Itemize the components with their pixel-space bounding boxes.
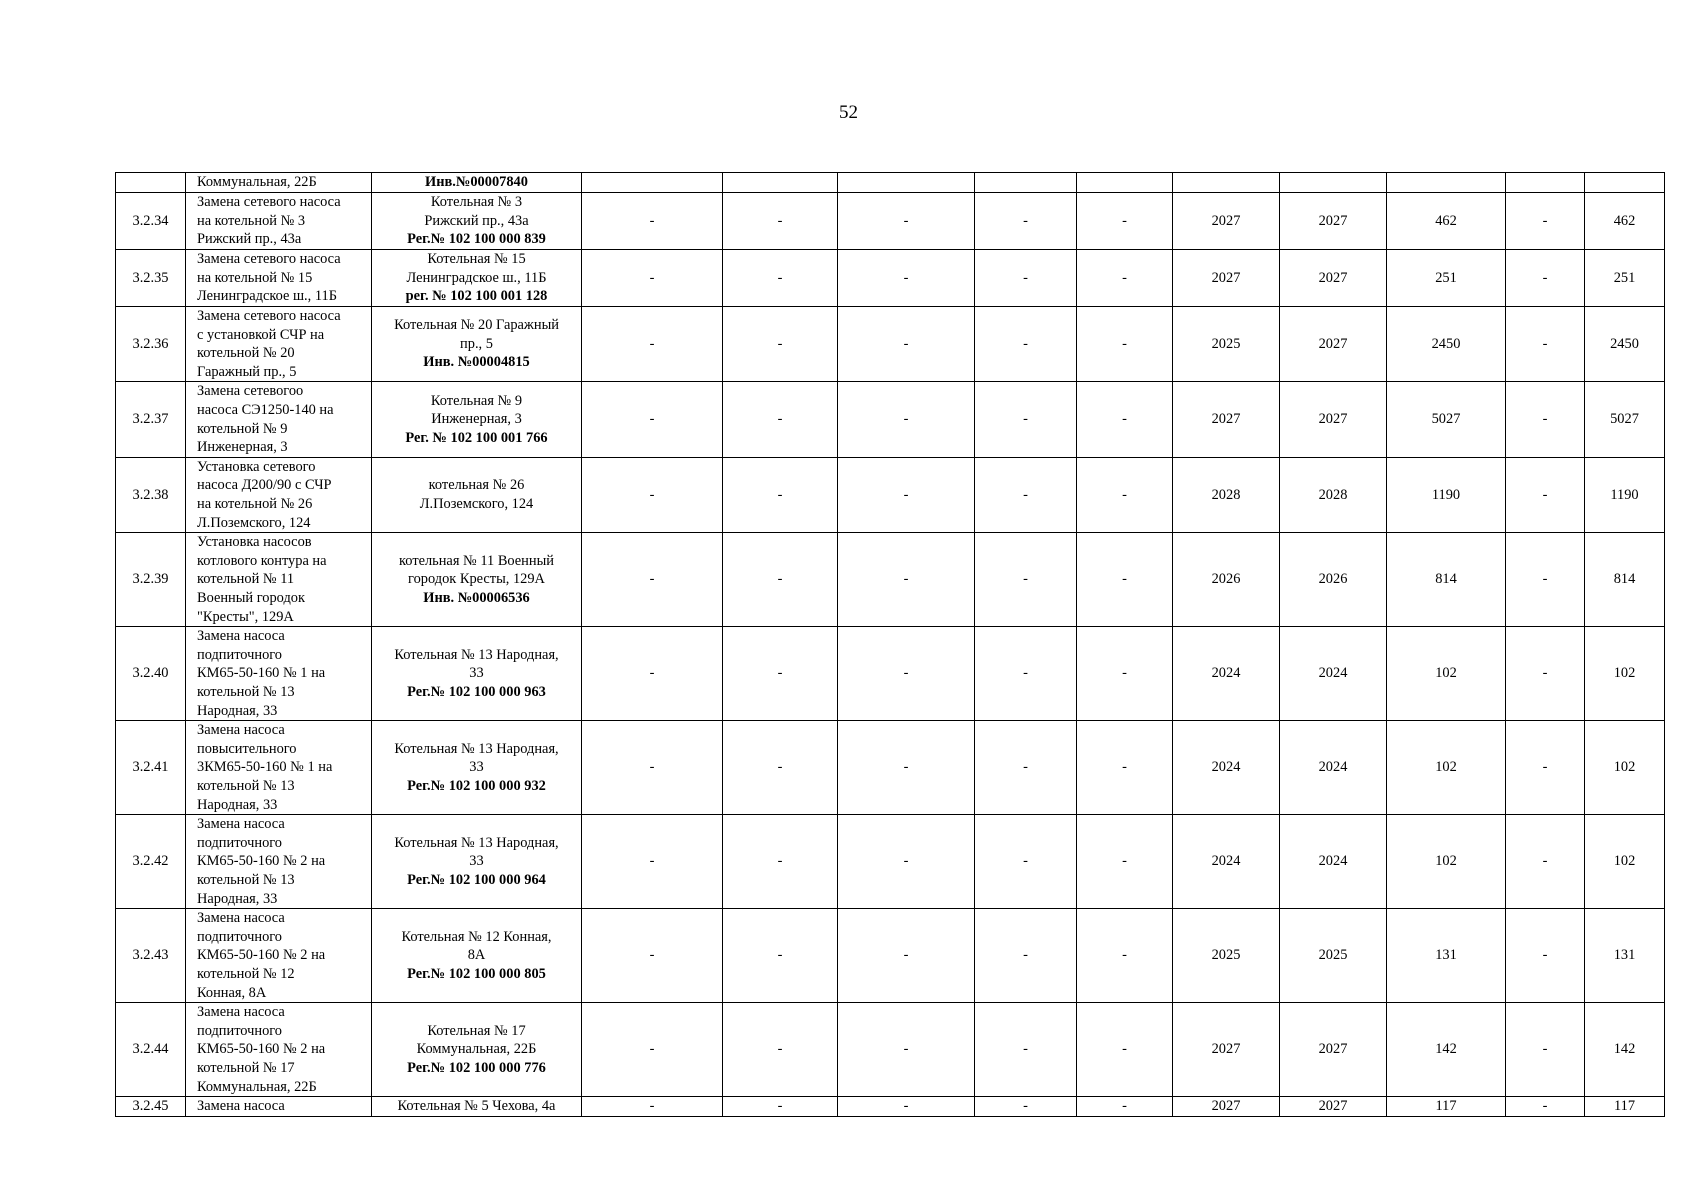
description-line: подпиточного [197,1022,283,1039]
cell-dash: - [723,382,838,457]
cell-dash: - [975,721,1077,815]
cell-location-reg: Инв. №00006536 [423,589,530,606]
cell-total: 142 [1387,1003,1506,1097]
cell-description [186,457,372,532]
location-line: 8А [467,947,486,964]
description-line: Л.Поземского, 124 [197,514,311,531]
cell-final: 814 [1585,533,1665,627]
cell-dash: - [1506,250,1585,307]
description-line: Народная, 33 [197,796,278,813]
description-line: КМ65-50-160 № 2 на [197,853,326,870]
cell-description [186,721,372,815]
cell-dash: - [838,457,975,532]
cell-num: 3.2.38 [116,457,186,532]
cell-start-year: 2025 [1173,909,1280,1003]
cell-empty [975,173,1077,193]
cell-end-year: 2027 [1280,250,1387,307]
table-row [116,533,1665,627]
description-line: котельной № 11 [197,571,295,588]
description-line: Ленинградское ш., 11Б [197,288,337,305]
table-row [116,193,1665,250]
investment-table [115,172,1665,1117]
cell-start-year: 2027 [1173,193,1280,250]
cell-dash: - [1506,457,1585,532]
cell-dash: - [723,250,838,307]
cell-empty [1173,173,1280,193]
cell-num: 3.2.39 [116,533,186,627]
cell-description [186,307,372,382]
cell-dash: - [723,457,838,532]
cell-dash: - [1077,815,1173,909]
table-row [116,250,1665,307]
table-row [116,721,1665,815]
cell-dash: - [838,1097,975,1117]
cell-final: 102 [1585,721,1665,815]
description-line: с установкой СЧР на [197,326,325,343]
description-line: на котельной № 3 [197,212,306,229]
cell-start-year: 2027 [1173,1097,1280,1117]
cell-dash: - [838,627,975,721]
description-line: Инженерная, 3 [197,439,288,456]
cell-description [186,533,372,627]
cell-total: 251 [1387,250,1506,307]
description-line: КМ65-50-160 № 2 на [197,1041,326,1058]
cell-start-year: 2024 [1173,721,1280,815]
location-line: Котельная № 9 [430,392,523,409]
cell-total: 102 [1387,721,1506,815]
location-line: котельная № 26 [428,477,525,494]
location-line: 33 [469,665,484,682]
cell-dash: - [838,307,975,382]
cell-dash: - [1077,721,1173,815]
cell-dash: - [1506,382,1585,457]
cell-end-year: 2025 [1280,909,1387,1003]
cell-location-reg: Рег.№ 102 100 000 932 [407,777,546,794]
cell-dash: - [582,1097,723,1117]
cell-dash: - [723,307,838,382]
description-line: подпиточного [197,834,283,851]
cell-description [186,193,372,250]
description-line: насоса СЭ1250-140 на [197,401,334,418]
cell-description [186,250,372,307]
cell-final: 1190 [1585,457,1665,532]
cell-num: 3.2.36 [116,307,186,382]
cell-dash: - [723,909,838,1003]
location-line: пр., 5 [460,335,493,352]
cell-dash: - [1077,909,1173,1003]
description-line: котельной № 17 [197,1059,295,1076]
location-line: Л.Поземского, 124 [419,495,534,512]
description-line: Народная, 33 [197,890,278,907]
cell-description [186,382,372,457]
location-line: Котельная № 13 Народная, [394,646,559,663]
description-line: Рижский пр., 43а [197,231,302,248]
description-line: Установка сетевого [197,458,316,475]
cell-total: 5027 [1387,382,1506,457]
cell-dash: - [1077,250,1173,307]
cell-dash: - [1077,307,1173,382]
description-line: Замена сетевогоо [197,383,304,400]
cell-dash: - [1077,627,1173,721]
cell-num: 3.2.35 [116,250,186,307]
cell-dash: - [723,1003,838,1097]
description-line: Замена сетевого насоса [197,194,341,211]
cell-dash: - [723,627,838,721]
cell-location [372,815,582,909]
cell-empty [1585,173,1665,193]
cell-dash: - [838,1003,975,1097]
cell-dash: - [723,193,838,250]
cell-dash: - [975,382,1077,457]
cell-location [372,382,582,457]
cell-final: 102 [1585,627,1665,721]
cell-dash: - [1506,1003,1585,1097]
table-row [116,909,1665,1003]
cell-description [186,815,372,909]
description-line: Замена насоса [197,1004,285,1021]
cell-dash: - [1506,815,1585,909]
description-line: Замена сетевого насоса [197,308,341,324]
cell-start-year: 2027 [1173,382,1280,457]
location-line: котельная № 11 Военный [399,552,554,569]
cell-end-year: 2026 [1280,533,1387,627]
description-line: на котельной № 26 [197,495,313,512]
cell-description [186,627,372,721]
cell-location [372,1003,582,1097]
cell-location [372,721,582,815]
table-row [116,815,1665,909]
cell-start-year: 2024 [1173,815,1280,909]
cell-end-year: 2024 [1280,815,1387,909]
cell-dash: - [838,533,975,627]
cell-dash: - [723,1097,838,1117]
cell-dash: - [723,533,838,627]
table-row [116,457,1665,532]
cell-dash: - [975,1003,1077,1097]
cell-final: 117 [1585,1097,1665,1117]
description-line: Конная, 8А [197,984,267,1001]
table-row [116,1003,1665,1097]
cell-end-year: 2027 [1280,382,1387,457]
cell-dash: - [1077,457,1173,532]
description-line: КМ65-50-160 № 2 на [197,947,326,964]
table-row-continuation [116,173,1665,193]
cell-total: 462 [1387,193,1506,250]
cell-location [372,250,582,307]
cell-empty [1506,173,1585,193]
cell-start-year: 2024 [1173,627,1280,721]
location-line: Котельная № 3 [430,194,523,211]
description-line: котельной № 12 [197,965,295,982]
cell-dash: - [838,815,975,909]
location-line: Котельная № 5 Чехова, 4а [397,1098,556,1115]
cell-empty [1387,173,1506,193]
cell-location [372,627,582,721]
cell-total: 1190 [1387,457,1506,532]
description-line: Замена насоса [197,722,285,739]
description-line: Замена насоса [197,1098,285,1115]
description-line: Замена сетевого насоса [197,251,341,268]
cell-description [186,909,372,1003]
cell-empty [1280,173,1387,193]
cell-location [372,457,582,532]
description-line: 3КМ65-50-160 № 1 на [197,759,333,776]
cell-dash: - [1077,1097,1173,1117]
description-line: насоса Д200/90 с СЧР [197,477,332,494]
cell-start-year: 2027 [1173,250,1280,307]
cell-dash: - [1506,1097,1585,1117]
cell-empty [1077,173,1173,193]
table-row [116,307,1665,382]
cell-num: 3.2.40 [116,627,186,721]
cell-empty [838,173,975,193]
cell-num: 3.2.44 [116,1003,186,1097]
cell-location [372,173,582,193]
cell-empty [723,173,838,193]
cell-end-year: 2027 [1280,193,1387,250]
cell-dash: - [1506,909,1585,1003]
description-line: КМ65-50-160 № 1 на [197,665,326,682]
cell-dash: - [582,627,723,721]
description-line: Военный городок [197,589,305,606]
cell-final: 142 [1585,1003,1665,1097]
description-line: котельной № 13 [197,777,295,794]
description-line: подпиточного [197,928,283,945]
cell-total: 102 [1387,627,1506,721]
description-line: на котельной № 15 [197,269,313,286]
cell-num [116,173,186,193]
description-line: котельной № 13 [197,683,295,700]
cell-dash: - [582,307,723,382]
location-line: Коммунальная, 22Б [416,1041,537,1058]
description-line: Народная, 33 [197,702,278,719]
cell-dash: - [1077,533,1173,627]
cell-total: 117 [1387,1097,1506,1117]
cell-dash: - [838,382,975,457]
cell-empty [582,173,723,193]
cell-location-reg: Рег.№ 102 100 000 964 [407,871,546,888]
cell-location-reg: Рег.№ 102 100 000 963 [407,683,546,700]
cell-location-reg: рег. № 102 100 001 128 [405,288,548,305]
cell-total: 814 [1387,533,1506,627]
cell-dash: - [582,457,723,532]
cell-dash: - [838,909,975,1003]
cell-dash: - [975,533,1077,627]
description-line: котельной № 13 [197,871,295,888]
description-line: подпиточного [197,646,283,663]
location-line: Котельная № 20 Гаражный [394,317,559,334]
description-line: котельной № 20 [197,345,295,362]
cell-dash: - [975,909,1077,1003]
cell-final: 251 [1585,250,1665,307]
location-line: Котельная № 17 [427,1022,526,1039]
cell-dash: - [975,815,1077,909]
cell-dash: - [975,307,1077,382]
cell-dash: - [582,1003,723,1097]
table-row [116,382,1665,457]
cell-final: 462 [1585,193,1665,250]
cell-final: 5027 [1585,382,1665,457]
cell-num: 3.2.42 [116,815,186,909]
location-line: Рижский пр., 43а [424,212,529,229]
cell-location-reg: Инв.№00007840 [425,174,528,191]
cell-total: 2450 [1387,307,1506,382]
cell-dash: - [838,193,975,250]
cell-location [372,193,582,250]
location-line: городок Кресты, 129А [408,571,545,588]
cell-description [186,1097,372,1117]
description-line: повысительного [197,740,297,757]
cell-num: 3.2.45 [116,1097,186,1117]
location-line: Котельная № 15 [427,251,526,268]
cell-dash: - [975,193,1077,250]
cell-dash: - [1506,307,1585,382]
cell-location [372,533,582,627]
cell-dash: - [723,815,838,909]
cell-dash: - [1506,721,1585,815]
description-line: Коммунальная, 22Б [197,1078,317,1095]
description-line: Замена насоса [197,628,285,645]
cell-dash: - [1506,533,1585,627]
cell-start-year: 2025 [1173,307,1280,382]
cell-dash: - [582,382,723,457]
cell-location-reg: Рег.№ 102 100 000 776 [407,1059,546,1076]
cell-location [372,909,582,1003]
cell-location-reg: Рег.№ 102 100 000 805 [407,965,546,982]
page-number: 52 [839,102,858,123]
description-line: "Кресты", 129А [197,608,294,625]
cell-dash: - [975,457,1077,532]
cell-total: 102 [1387,815,1506,909]
cell-location [372,307,582,382]
location-line: 33 [469,759,484,776]
cell-num: 3.2.34 [116,193,186,250]
table-body [116,173,1665,1117]
description-line: котельной № 9 [197,420,288,437]
cell-end-year: 2028 [1280,457,1387,532]
cell-location-reg: Рег. № 102 100 001 766 [405,429,548,446]
description-line: Замена насоса [197,816,285,833]
cell-end-year: 2024 [1280,627,1387,721]
cell-end-year: 2027 [1280,1097,1387,1117]
cell-start-year: 2027 [1173,1003,1280,1097]
cell-dash: - [723,721,838,815]
description-line: Установка насосов [197,534,312,551]
cell-start-year: 2028 [1173,457,1280,532]
table-row [116,627,1665,721]
cell-dash: - [1077,193,1173,250]
cell-description [186,1003,372,1097]
cell-end-year: 2027 [1280,307,1387,382]
location-line: Ленинградское ш., 11Б [406,269,547,286]
cell-num: 3.2.37 [116,382,186,457]
cell-location [372,1097,582,1117]
location-line: Котельная № 12 Конная, [401,928,552,945]
description-line: Замена насоса [197,910,285,927]
cell-dash: - [838,721,975,815]
cell-location-reg: Рег.№ 102 100 000 839 [407,231,546,248]
cell-final: 2450 [1585,307,1665,382]
location-line: Котельная № 13 Народная, [394,740,559,757]
cell-total: 131 [1387,909,1506,1003]
cell-dash: - [1506,627,1585,721]
cell-start-year: 2026 [1173,533,1280,627]
cell-final: 131 [1585,909,1665,1003]
cell-dash: - [582,533,723,627]
cell-final: 102 [1585,815,1665,909]
cell-dash: - [582,250,723,307]
cell-dash: - [975,1097,1077,1117]
cell-dash: - [975,250,1077,307]
cell-num: 3.2.43 [116,909,186,1003]
cell-num: 3.2.41 [116,721,186,815]
cell-description: Коммунальная, 22Б [186,173,372,193]
cell-end-year: 2024 [1280,721,1387,815]
cell-dash: - [1077,1003,1173,1097]
location-line: Инженерная, 3 [431,411,522,428]
table-row [116,1097,1665,1117]
location-line: 33 [469,853,484,870]
cell-dash: - [1506,193,1585,250]
description-line: Гаражный пр., 5 [197,363,297,380]
cell-dash: - [582,815,723,909]
cell-dash: - [582,193,723,250]
cell-dash: - [975,627,1077,721]
cell-dash: - [582,909,723,1003]
location-line: Котельная № 13 Народная, [394,834,559,851]
cell-dash: - [838,250,975,307]
cell-dash: - [1077,382,1173,457]
cell-dash: - [582,721,723,815]
cell-end-year: 2027 [1280,1003,1387,1097]
cell-location-reg: Инв. №00004815 [423,354,530,371]
description-line: котлового контура на [197,552,327,569]
